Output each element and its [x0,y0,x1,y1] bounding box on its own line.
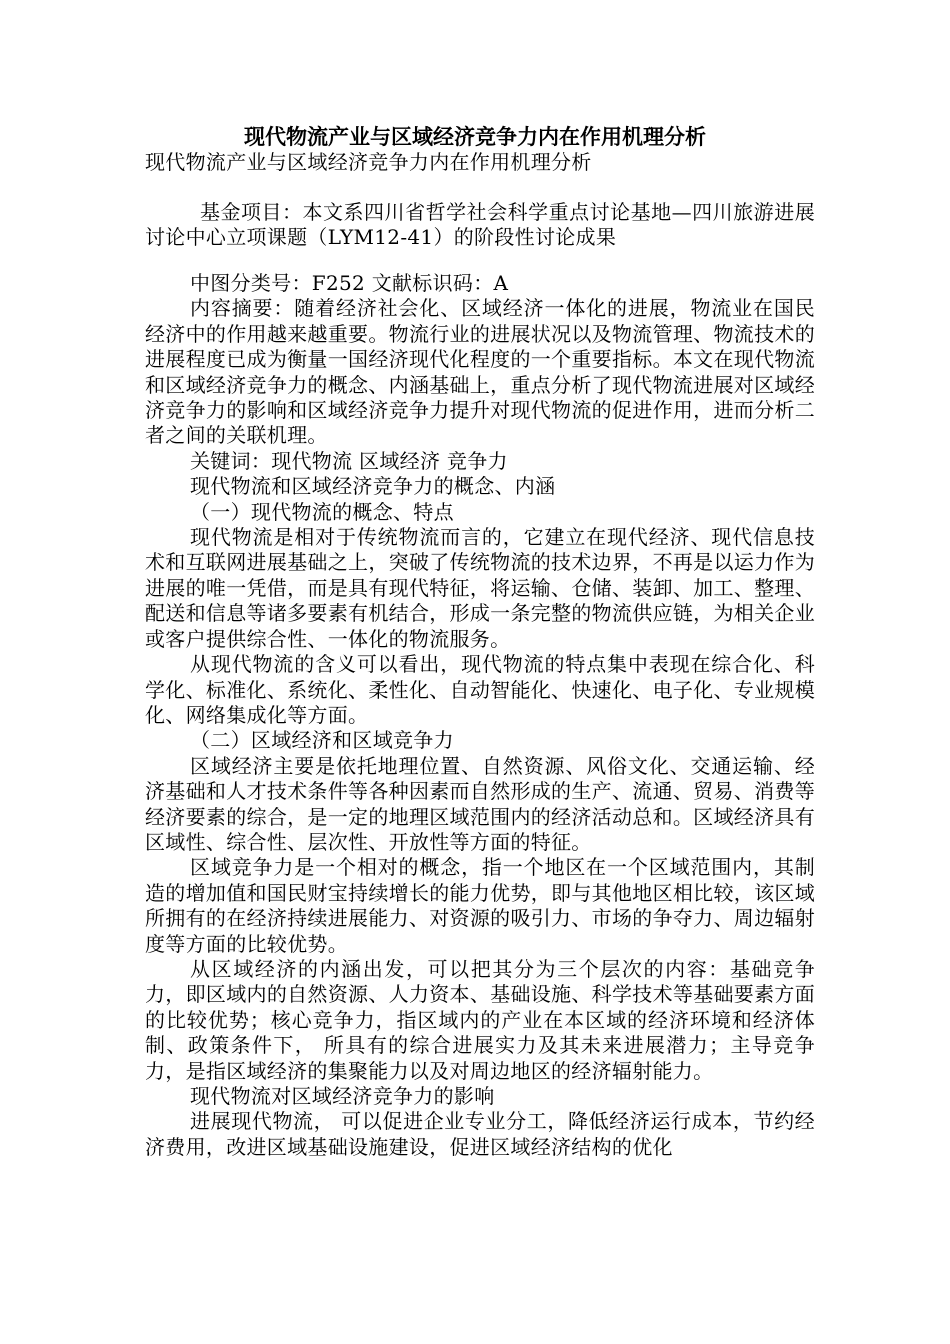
keywords-line: 关键词：现代物流 区域经济 竞争力 [190,448,508,473]
subsection1-paragraph-2: 从现代物流的含义可以看出，现代物流的特点集中表现在综合化、科学化、标准化、系统化、柔性化、自动智能化、快速化、电子化、专业规模化、网络集成化等方面。 [145,652,815,727]
section2-heading: 现代物流对区域经济竞争力的影响 [190,1084,495,1108]
fund-paragraph: 基金项目：本文系四川省哲学社会科学重点讨论基地—四川旅游进展讨论中心立项课题（LYM12-41）的阶段性讨论成果 [145,200,815,250]
document-body [145,150,815,175]
subsection2-paragraph-2: 区域竞争力是一个相对的概念，指一个地区在一个区域范围内，其制造的增加值和国民财宝持续增长的能力优势，即与其他地区相比较，该区域所拥有的在经济持续进展能力、对资源的吸引力、市场的争夺力、周边辐射度等方面的比较优势。 [145,855,815,956]
subsection1-paragraph-1: 现代物流是相对于传统物流而言的，它建立在现代经济、现代信息技术和互联网进展基础之上，突破了传统物流的技术边界，不再是以运力作为进展的唯一凭借，而是具有现代特征，将运输、仓储、装卸、加工、整理、配送和信息等诸多要素有机结合，形成一条完整的物流供应链，为相关企业或客户提供综合性、一体化的物流服务。 [145,525,815,651]
subsection1-heading: （一）现代物流的概念、特点 [190,499,454,524]
subsection2-paragraph-1: 区域经济主要是依托地理位置、自然资源、风俗文化、交通运输、经济基础和人才技术条件等各种因素而自然形成的生产、流通、贸易、消费等经济要素的综合，是一定的地理区域范围内的经济活动总和。区域经济具有区域性、综合性、层次性、开放性等方面的特征。 [145,753,815,854]
document-title: 现代物流产业与区域经济竞争力内在作用机理分析 [244,125,706,149]
subsection2-heading: （二）区域经济和区域竞争力 [190,728,454,753]
subsection2-paragraph-3: 从区域经济的内涵出发，可以把其分为三个层次的内容：基础竞争力，即区域内的自然资源、人力资本、基础设施、科学技术等基础要素方面的比较优势；核心竞争力，指区域内的产业在本区域的经济环境和经济体制、政策条件下， 所具有的综合进展实力及其未来进展潜力；主导竞争力，是指区域经济的集聚能力以及对周边地区的经济辐射能力。 [145,956,815,1083]
fund-block [145,200,815,251]
classification-line: 中图分类号：F252 文献标识码：A [190,271,509,295]
section2-paragraph-1: 进展现代物流， 可以促进企业专业分工，降低经济运行成本，节约经济费用，改进区域基础设施建设，促进区域经济结构的优化 [145,1109,815,1159]
section1-heading: 现代物流和区域经济竞争力的概念、内涵 [190,474,556,499]
abstract-paragraph: 内容摘要：随着经济社会化、区域经济一体化的进展，物流业在国民经济中的作用越来越重要。物流行业的进展状况以及物流管理、物流技术的进展程度已成为衡量一国经济现代化程度的一个重要指标。本文在现代物流和区域经济竞争力的概念、内涵基础上，重点分析了现代物流进展对区域经济竞争力的影响和区域经济竞争力提升对现代物流的促进作用，进而分析二者之间的关联机理。 [145,296,815,448]
document-subtitle: 现代物流产业与区域经济竞争力内在作用机理分析 [145,150,592,174]
main-text [145,271,815,1160]
